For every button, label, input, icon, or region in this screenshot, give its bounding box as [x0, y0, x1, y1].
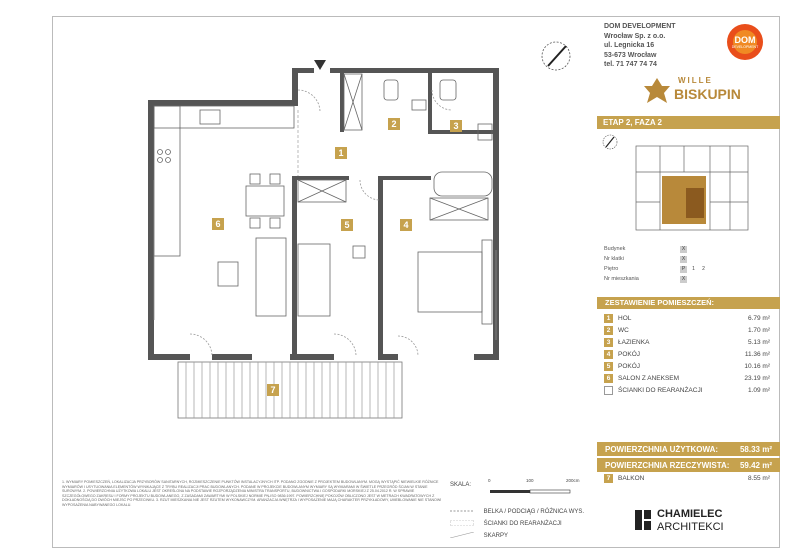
room-area: 10.16 m² [744, 363, 770, 370]
legend-slopes-label: SKARPY [483, 532, 509, 539]
room-area: 23.19 m² [744, 375, 770, 382]
room-row [604, 338, 776, 348]
wille-biskupin-logo [618, 68, 758, 114]
room-row [604, 362, 776, 372]
stair-value: X [681, 256, 686, 262]
real-area-label: POWIERZCHNIA RZECZYWISTA: [605, 461, 730, 470]
floor-label: Piętro [604, 266, 619, 272]
room-name: SALON Z ANEKSEM [618, 375, 680, 382]
room-row [604, 314, 776, 324]
unit-row [604, 276, 639, 282]
room-area: 5.13 m² [747, 339, 770, 346]
balcony-area: 8.55 m² [747, 475, 770, 482]
room-area: 11.36 m² [744, 351, 770, 358]
dom-development-logo [722, 22, 768, 62]
room-num: 6 [604, 374, 613, 383]
architect-line2: ARCHITEKCI [657, 521, 724, 533]
stage-label: ETAP 2, FAZA 2 [603, 118, 662, 127]
dom-logo-word: DOM [734, 35, 756, 45]
room-badge-5: 5 [341, 219, 353, 231]
logo-biskupin-word: BISKUPIN [674, 86, 741, 102]
balcony-label: BALKON [618, 475, 645, 482]
building-row [604, 246, 625, 252]
room-badge-3: 3 [450, 120, 462, 132]
compass-icon [542, 42, 570, 70]
oak-leaf-icon [642, 76, 672, 106]
room-area: 1.09 m² [747, 387, 770, 394]
dom-logo-sub: DEVELOPMENT [731, 45, 759, 49]
room-name: ŚCIANKI DO REARANŻACJI [618, 387, 703, 394]
legend-walls-label: ŚCIANKI DO REARANŻACJI [483, 520, 562, 527]
room-row [604, 386, 776, 396]
company-line1: Wrocław Sp. z o.o. [604, 32, 666, 40]
room-num: 1 [604, 314, 613, 323]
footnote: 1. WYMIARY POMIESZCZEŃ, LOKALIZACJA PRZYBORÓW SANITARNYCH, ROZMIESZCZENIE PUNKTÓW INSTALACYJNYCH ITP. PODANO ZGODNIE Z PROJEKTEM BUDOWLANYM. MOGĄ WYSTĄPIĆ NIEWIELKIE RÓŻNICE WYMIARÓW I USYTUOWANIA ELEMENTÓW WYNIKAJĄCE Z TRYBU REALIZACJI PRAC BUDOWLANYCH. PODANE W PROJEKCIE BUDOWLANYM WYMIARY SĄ WYMIARAMI W ŚWIETLE PRZEGRÓD ŚCIAN W STANIE SUROWYM. 2. POWIERZCHNIA UŻYTKOWA LOKALU JEST OKREŚLONA NA PODSTAWIE ROZPORZĄDZENIA MINISTRA TRANSPORTU, BUDOWNICTWA I GOSPODARKI MORSKIEJ Z 25.04.2012 R. W SPRAWIE SZCZEGÓŁOWEGO ZAKRESU I FORMY PROJEKTU BUDOWLANEGO, Z ZASADAMI ZAWARTYMI W POLSKIEJ NORMIE PN-ISO 9836:1997. POWIERZCHNIĘ POKOJÓW OBLICZONO JEST W METRACH KWADRATOWYCH Z DOKŁADNOŚCIĄ DO DWÓCH MIEJSC PO PRZECINKU. 3. RZUT MIESZKANIA NIE JEST RZUTEM WYKONAWCZYM. ARANŻACJA WNĘTRZA I WYPOSAŻENIE MAJĄ CHARAKTER PRZYKŁADOWY, UMEBLOWANIE NIE STANOWI WYPOSAŻENIA NABYWANEGO LOKALU. [62, 480, 442, 507]
scale-tick-100: 100 [526, 478, 534, 483]
legend-walls [450, 520, 562, 527]
mini-compass-icon [603, 135, 617, 149]
room-row [604, 374, 776, 384]
rooms-header: ZESTAWIENIE POMIESZCZEŃ: [605, 298, 715, 307]
room-num [604, 386, 613, 395]
usable-area-value: 58.33 m² [739, 445, 772, 454]
room-num: 5 [604, 362, 613, 371]
rooms-header-bar [597, 297, 780, 309]
legend-slopes [450, 532, 508, 539]
room-area: 1.70 m² [747, 327, 770, 334]
room-name: POKÓJ [618, 363, 641, 370]
balcony-num: 7 [604, 474, 613, 483]
room-num: 4 [604, 350, 613, 359]
room-row [604, 326, 776, 336]
architect-line1: CHAMIELEC [657, 508, 723, 520]
room-name: ŁAZIENKA [618, 339, 650, 346]
building-value: X [681, 246, 686, 252]
room-row [604, 350, 776, 360]
room-area: 6.79 m² [747, 315, 770, 322]
floor-option-2: 2 [700, 266, 707, 273]
scale-bar [490, 486, 580, 496]
room-name: HOL [618, 315, 632, 322]
stair-row [604, 256, 624, 262]
scale [450, 478, 580, 488]
floor-option-p: P [681, 266, 686, 272]
company-info [604, 22, 676, 70]
usable-area-label: POWIERZCHNIA UŻYTKOWA: [605, 445, 719, 454]
floor-row [604, 266, 618, 272]
architect-mark-icon [635, 510, 651, 530]
company-line2: ul. Legnicka 16 [604, 42, 655, 49]
unit-value: X [681, 276, 686, 282]
balcony-row [604, 474, 776, 484]
scale-tick-0: 0 [488, 478, 491, 483]
scale-tick-200: 200cm [566, 478, 580, 483]
legend-beam-label: BELKA / PODCIĄG / RÓŻNICA WYS. [483, 508, 585, 515]
legend-beam [450, 508, 584, 515]
room-num: 3 [604, 338, 613, 347]
site-key-plan [600, 132, 780, 236]
scale-label: SKALA: [450, 482, 472, 488]
real-area-bar [597, 458, 780, 472]
company-line3: 53-673 Wrocław [604, 51, 657, 59]
room-badge-7: 7 [267, 384, 279, 396]
real-area-value: 59.42 m² [739, 461, 772, 470]
company-line4: tel. 71 747 74 74 [604, 61, 657, 68]
building-label: Budynek [604, 246, 626, 252]
room-badge-1: 1 [335, 147, 347, 159]
stair-label: Nr klatki [604, 256, 624, 262]
room-badge-6: 6 [212, 218, 224, 230]
room-badge-4: 4 [400, 219, 412, 231]
logo-wille-word: WILLE [678, 76, 713, 85]
stage-bar [597, 116, 780, 129]
room-num: 2 [604, 326, 613, 335]
floor-option-1: 1 [690, 266, 697, 273]
unit-label: Nr mieszkania [604, 276, 639, 282]
room-name: WC [618, 327, 629, 334]
room-name: POKÓJ [618, 351, 641, 358]
usable-area-bar [597, 442, 780, 456]
company-name: DOM DEVELOPMENT [604, 23, 676, 30]
room-badge-2: 2 [388, 118, 400, 130]
